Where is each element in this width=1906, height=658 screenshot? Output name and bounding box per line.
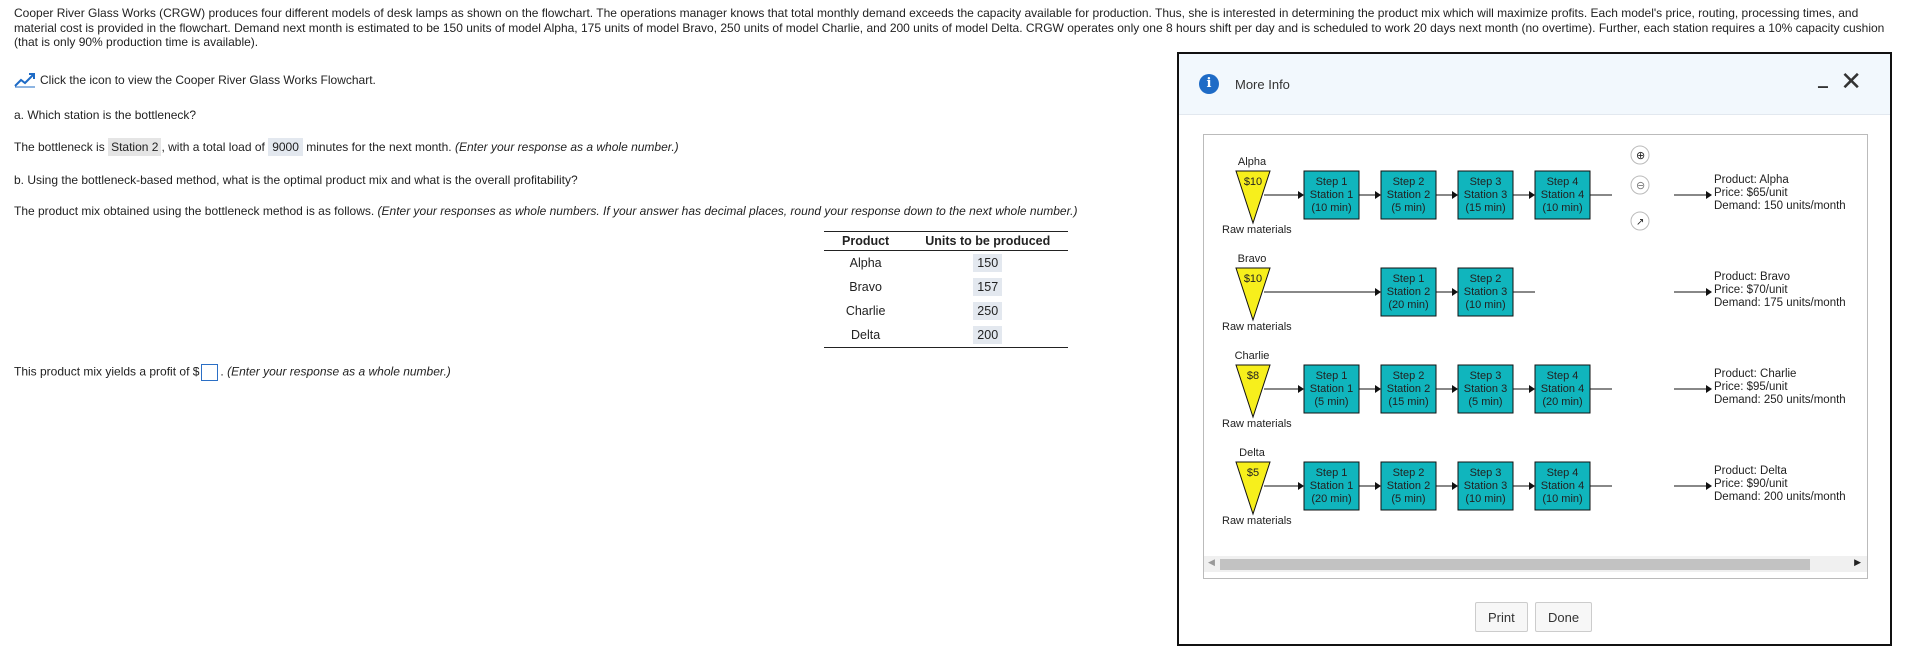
product-name-label: Bravo: [1237, 253, 1267, 265]
profit-line: This product mix yields a profit of $ . (Enter your response as a whole number.): [14, 364, 451, 381]
flow-arrow-head: [1529, 482, 1535, 490]
step-time-label: (20 min): [1388, 299, 1429, 311]
raw-materials-label: Raw materials: [1222, 418, 1292, 430]
flow-arrow-head: [1452, 385, 1458, 393]
step-time-label: (20 min): [1542, 396, 1583, 408]
material-cost-label: $10: [1243, 176, 1263, 188]
material-cost-label: $8: [1246, 370, 1260, 382]
output-arrow-head: [1706, 482, 1712, 490]
product-name-label: Charlie: [1234, 350, 1270, 362]
scroll-thumb[interactable]: [1220, 559, 1810, 570]
station-label: Station 1: [1309, 189, 1354, 201]
horizontal-scrollbar[interactable]: [1204, 556, 1867, 572]
flowchart: [1204, 135, 1867, 555]
step-label: Step 3: [1469, 176, 1502, 188]
step-label: Step 3: [1469, 467, 1502, 479]
open-new-window-glyph: ↗: [1636, 217, 1645, 228]
flow-arrow-head: [1375, 288, 1381, 296]
zoom-in-glyph: ⊕: [1636, 150, 1646, 162]
raw-materials-label: Raw materials: [1222, 224, 1292, 236]
flowchart-link[interactable]: [14, 72, 376, 88]
answer-a-line: [14, 140, 679, 154]
station-label: Station 3: [1463, 189, 1508, 201]
product-cell: Alpha: [849, 256, 882, 270]
product-cell: Delta: [824, 323, 907, 348]
step-label: Step 2: [1392, 467, 1425, 479]
step-label: Step 1: [1315, 370, 1348, 382]
station-label: Station 4: [1540, 189, 1585, 201]
flow-arrow-head: [1375, 482, 1381, 490]
flow-arrow-head: [1298, 482, 1304, 490]
material-cost-label: $5: [1246, 467, 1260, 479]
product-info-name: Product: Bravo: [1714, 271, 1791, 283]
step-label: Step 1: [1315, 467, 1348, 479]
units-input[interactable]: 157: [973, 278, 1002, 296]
station-label: Station 3: [1463, 480, 1508, 492]
problem-intro: Cooper River Glass Works (CRGW) produces four different models of desk lamps as shown on the flowchart. The operations manager knows that total monthly demand exceeds the capacity available for production. Thus, she is interested in determining the product mix which will maximize profits. Each model's price, routing, processing times, and material cost is provided in the flowchart. Demand next month is estimated to be 150 units of model Alpha, 175 units of model Bravo, 250 units of model Charlie, and 200 units of model Delta. CRGW operates only one 8 hours shift per day and is scheduled to work 20 days next month (no overtime). Further, each station requires a 10% capacity cushion (that is only 90% production time is available).: [14, 6, 1885, 49]
flow-arrow-head: [1298, 191, 1304, 199]
step-time-label: (20 min): [1311, 493, 1352, 505]
col-header-product: Product: [824, 232, 907, 251]
station-label: Station 3: [1463, 286, 1508, 298]
step-time-label: (5 min): [1314, 396, 1349, 408]
answer-b-hint: (Enter your responses as whole numbers. If your answer has decimal places, round your response down to the next whole number.): [377, 204, 1078, 218]
flowchart-frame: [1203, 134, 1868, 579]
raw-materials-label: Raw materials: [1222, 321, 1292, 333]
station-label: Station 2: [1386, 480, 1431, 492]
total-load-answer[interactable]: 9000: [268, 138, 303, 156]
scroll-right-icon[interactable]: ▶: [1854, 557, 1861, 567]
product-info-price: Price: $95/unit: [1714, 381, 1788, 393]
profit-input[interactable]: [201, 364, 218, 381]
question-a: a. Which station is the bottleneck?: [14, 108, 197, 122]
more-info-dialog: [1177, 52, 1892, 646]
product-info-name: Product: Alpha: [1714, 174, 1789, 186]
answer-a-post: minutes for the next month.: [306, 140, 452, 154]
product-cell: Bravo: [849, 280, 882, 294]
flow-arrow-head: [1452, 482, 1458, 490]
product-info-demand: Demand: 200 units/month: [1714, 491, 1846, 503]
product-info-price: Price: $70/unit: [1714, 284, 1788, 296]
product-mix-table: [824, 231, 1068, 348]
product-name-label: Delta: [1239, 447, 1265, 459]
flow-arrow-head: [1375, 191, 1381, 199]
answer-a-pre: The bottleneck is: [14, 140, 105, 154]
material-cost-label: $10: [1243, 273, 1263, 285]
product-cell: Charlie: [845, 304, 886, 318]
product-info-demand: Demand: 150 units/month: [1714, 200, 1846, 212]
step-label: Step 1: [1392, 273, 1425, 285]
done-button[interactable]: Done: [1535, 602, 1592, 632]
step-time-label: (15 min): [1465, 202, 1506, 214]
station-label: Station 4: [1540, 480, 1585, 492]
station-label: Station 2: [1386, 383, 1431, 395]
station-label: Station 3: [1463, 383, 1508, 395]
table-row: [824, 275, 1068, 299]
station-label: Station 4: [1540, 383, 1585, 395]
dialog-title: More Info: [1235, 77, 1290, 92]
minimize-icon[interactable]: ‒: [1817, 76, 1828, 96]
chart-icon[interactable]: [14, 72, 36, 88]
product-info-name: Product: Delta: [1714, 465, 1787, 477]
station-label: Station 2: [1386, 286, 1431, 298]
answer-a-mid: , with a total load of: [161, 140, 265, 154]
flowchart-link-text[interactable]: Click the icon to view the Cooper River Glass Works Flowchart.: [40, 73, 376, 87]
table-row: [824, 251, 1068, 276]
step-label: Step 1: [1315, 176, 1348, 188]
flow-arrow-head: [1529, 385, 1535, 393]
print-button[interactable]: Print: [1475, 602, 1528, 632]
product-info-name: Product: Charlie: [1714, 368, 1797, 380]
step-label: Step 4: [1546, 467, 1579, 479]
flow-arrow-head: [1529, 191, 1535, 199]
output-arrow-head: [1706, 385, 1712, 393]
step-time-label: (10 min): [1542, 493, 1583, 505]
output-arrow-head: [1706, 191, 1712, 199]
col-header-units: Units to be produced: [907, 232, 1068, 251]
profit-hint: (Enter your response as a whole number.): [227, 364, 451, 379]
station-label: Station 1: [1309, 383, 1354, 395]
answer-b-text: The product mix obtained using the bottleneck method is as follows.: [14, 204, 375, 218]
info-icon: i: [1199, 74, 1219, 94]
answer-b-line: [14, 204, 1077, 218]
bottleneck-station-answer[interactable]: Station 2: [108, 138, 161, 156]
step-label: Step 2: [1392, 176, 1425, 188]
units-input[interactable]: 250: [973, 302, 1002, 320]
dialog-header: [1179, 54, 1890, 115]
zoom-out-glyph: ⊖: [1636, 180, 1646, 192]
product-info-demand: Demand: 175 units/month: [1714, 297, 1846, 309]
step-time-label: (10 min): [1465, 493, 1506, 505]
step-time-label: (5 min): [1391, 493, 1426, 505]
step-label: Step 4: [1546, 176, 1579, 188]
raw-materials-label: Raw materials: [1222, 515, 1292, 527]
profit-pre: This product mix yields a profit of $: [14, 364, 200, 379]
product-info-price: Price: $65/unit: [1714, 187, 1788, 199]
product-info-price: Price: $90/unit: [1714, 478, 1788, 490]
step-time-label: (15 min): [1388, 396, 1429, 408]
units-input[interactable]: 150: [973, 254, 1002, 272]
answer-a-hint: (Enter your response as a whole number.): [454, 140, 679, 154]
output-arrow-head: [1706, 288, 1712, 296]
step-label: Step 3: [1469, 370, 1502, 382]
step-time-label: (10 min): [1542, 202, 1583, 214]
station-label: Station 2: [1386, 189, 1431, 201]
flow-arrow-head: [1375, 385, 1381, 393]
flow-arrow-head: [1452, 288, 1458, 296]
flow-arrow-head: [1452, 191, 1458, 199]
step-time-label: (5 min): [1468, 396, 1503, 408]
step-label: Step 4: [1546, 370, 1579, 382]
step-label: Step 2: [1392, 370, 1425, 382]
close-icon[interactable]: ✕: [1840, 66, 1862, 96]
step-time-label: (10 min): [1465, 299, 1506, 311]
table-row: [824, 299, 1068, 323]
station-label: Station 1: [1309, 480, 1354, 492]
product-name-label: Alpha: [1237, 156, 1267, 168]
product-info-demand: Demand: 250 units/month: [1714, 394, 1846, 406]
flow-arrow-head: [1298, 385, 1304, 393]
units-input[interactable]: 200: [973, 326, 1002, 344]
step-label: Step 2: [1469, 273, 1502, 285]
step-time-label: (5 min): [1391, 202, 1426, 214]
scroll-left-icon[interactable]: ◀: [1208, 557, 1215, 567]
question-b: b. Using the bottleneck-based method, what is the optimal product mix and what is the overall profitability?: [14, 173, 578, 187]
table-row: [824, 323, 1068, 348]
step-time-label: (10 min): [1311, 202, 1352, 214]
